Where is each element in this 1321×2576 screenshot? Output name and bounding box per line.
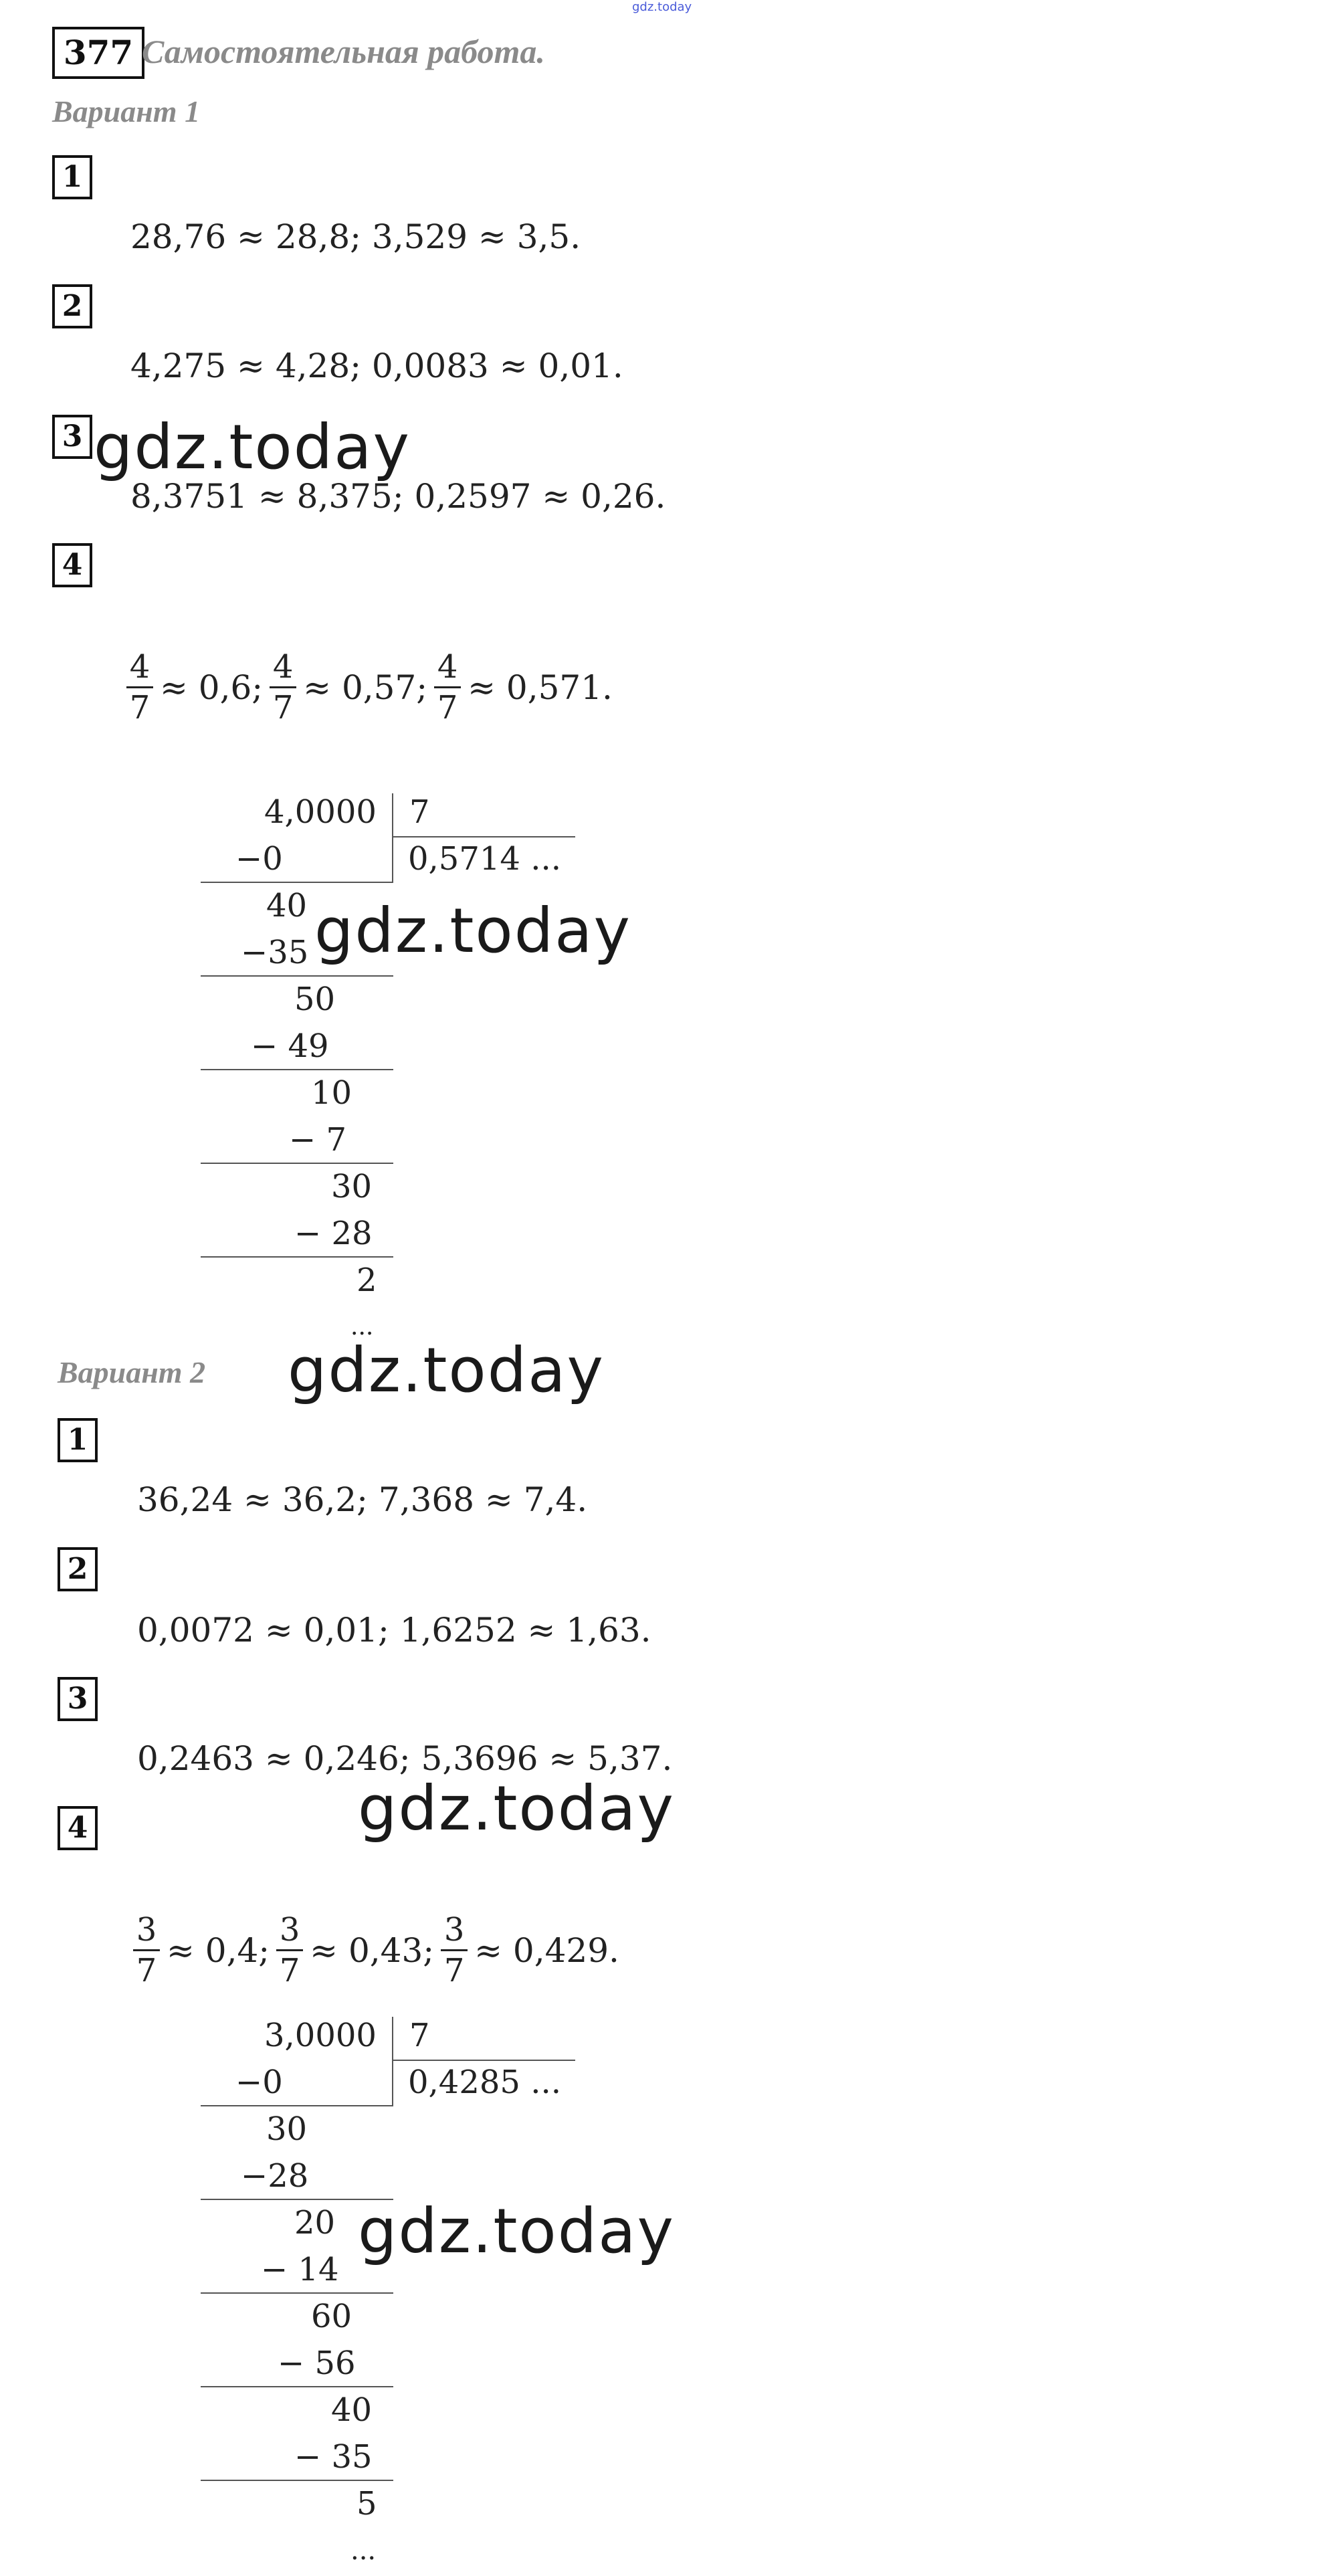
fraction-numerator: 3 (136, 1911, 157, 1949)
division-step: 10 (311, 1074, 352, 1112)
fraction-numerator: 4 (129, 648, 150, 686)
variant-2-item-3-number: 3 (58, 1677, 98, 1721)
approx-value: ≈ 0,6; (160, 668, 264, 707)
watermark-text: gdz.today (288, 1334, 605, 1406)
division-step: − 7 (289, 1121, 347, 1159)
variant-2-item-4-number: 4 (58, 1806, 98, 1850)
task-number-badge: 377 (52, 27, 144, 79)
division-dividend: 3,0000 (264, 2017, 377, 2054)
approx-value: ≈ 0,43; (310, 1930, 435, 1970)
watermark-text: gdz.today (94, 411, 411, 483)
division-step: 40 (266, 887, 308, 924)
fraction-numerator: 4 (272, 648, 294, 686)
variant-2-fraction-answer (130, 1910, 623, 1990)
division-step: −28 (241, 2157, 309, 2195)
division-step-line (201, 2480, 393, 2481)
variant-1-item-3-answer: 8,3751 ≈ 8,375; 0,2597 ≈ 0,26. (130, 477, 666, 516)
division-divisor-underline (393, 2060, 575, 2061)
division-step-line (201, 2292, 393, 2294)
division-step: − 56 (278, 2345, 356, 2382)
division-step-line (201, 1256, 393, 1258)
division-divisor: 7 (409, 2017, 430, 2054)
variant-1-item-1-number: 1 (52, 155, 92, 199)
division-dividend: 4,0000 (264, 793, 377, 831)
approx-value: ≈ 0,57; (303, 668, 428, 707)
division-step: 20 (294, 2204, 336, 2242)
approx-value: ≈ 0,4; (167, 1930, 270, 1970)
variant-1-item-3-number: 3 (52, 415, 92, 459)
fraction (434, 648, 461, 727)
division-step-line (201, 2386, 393, 2387)
page-title: Самостоятельная работа. (142, 33, 545, 70)
division-step: −0 (235, 840, 283, 878)
site-link[interactable]: gdz.today (632, 0, 692, 14)
fraction (276, 1910, 303, 1990)
division-step: − 14 (261, 2251, 339, 2288)
division-step-line (201, 1163, 393, 1164)
division-step: 60 (311, 2298, 352, 2335)
fraction (441, 1910, 468, 1990)
division-ellipsis: ... (350, 1313, 374, 1341)
division-ellipsis: ... (350, 2535, 377, 2566)
variant-2-item-1-number: 1 (58, 1418, 98, 1462)
division-quotient: 0,4285 ... (408, 2064, 561, 2101)
fraction-denominator: 7 (443, 1952, 465, 1989)
division-step: 50 (294, 981, 336, 1018)
division-step-line (201, 975, 393, 977)
fraction-numerator: 4 (437, 648, 458, 686)
division-step: 40 (331, 2391, 373, 2429)
variant-2-item-1-answer: 36,24 ≈ 36,2; 7,368 ≈ 7,4. (137, 1480, 588, 1519)
fraction (133, 1910, 160, 1990)
fraction-denominator: 7 (136, 1952, 157, 1989)
division-step-line (201, 882, 393, 883)
division-divisor-underline (393, 836, 575, 837)
watermark-text: gdz.today (314, 895, 631, 967)
division-step-line (201, 2105, 393, 2106)
division-vertical-line (392, 2017, 393, 2105)
fraction-numerator: 3 (279, 1911, 300, 1949)
division-remainder: 2 (357, 1262, 377, 1299)
fraction-numerator: 3 (443, 1911, 465, 1949)
variant-2-item-3-answer: 0,2463 ≈ 0,246; 5,3696 ≈ 5,37. (137, 1739, 673, 1778)
division-vertical-line (392, 793, 393, 882)
fraction-denominator: 7 (129, 689, 150, 726)
division-step: −0 (235, 2064, 283, 2101)
fraction-denominator: 7 (279, 1952, 300, 1989)
variant-2-item-2-answer: 0,0072 ≈ 0,01; 1,6252 ≈ 1,63. (137, 1611, 651, 1650)
division-step: −35 (241, 934, 309, 971)
fraction-denominator: 7 (437, 689, 458, 726)
approx-value: ≈ 0,571. (468, 668, 613, 707)
watermark-text: gdz.today (358, 1773, 675, 1844)
variant-1-fraction-answer (124, 648, 617, 727)
division-quotient: 0,5714 ... (408, 840, 561, 878)
division-step: − 28 (294, 1215, 373, 1252)
division-step: 30 (266, 2110, 308, 2148)
division-step: − 35 (294, 2438, 373, 2476)
fraction-denominator: 7 (272, 689, 294, 726)
fraction (126, 648, 153, 727)
variant-1-item-2-number: 2 (52, 284, 92, 328)
variant-2-item-2-number: 2 (58, 1547, 98, 1591)
division-remainder: 5 (357, 2485, 377, 2522)
approx-value: ≈ 0,429. (474, 1930, 619, 1970)
variant-1-item-2-answer: 4,275 ≈ 4,28; 0,0083 ≈ 0,01. (130, 346, 623, 385)
watermark-text: gdz.today (358, 2195, 675, 2267)
division-step-line (201, 1069, 393, 1070)
division-step: 30 (331, 1168, 373, 1205)
division-step: − 49 (251, 1027, 329, 1065)
division-divisor: 7 (409, 793, 430, 831)
variant-2-heading: Вариант 2 (58, 1355, 206, 1389)
variant-1-item-4-number: 4 (52, 543, 92, 587)
variant-1-heading: Вариант 1 (52, 94, 201, 128)
variant-1-item-1-answer: 28,76 ≈ 28,8; 3,529 ≈ 3,5. (130, 217, 581, 256)
fraction (270, 648, 296, 727)
